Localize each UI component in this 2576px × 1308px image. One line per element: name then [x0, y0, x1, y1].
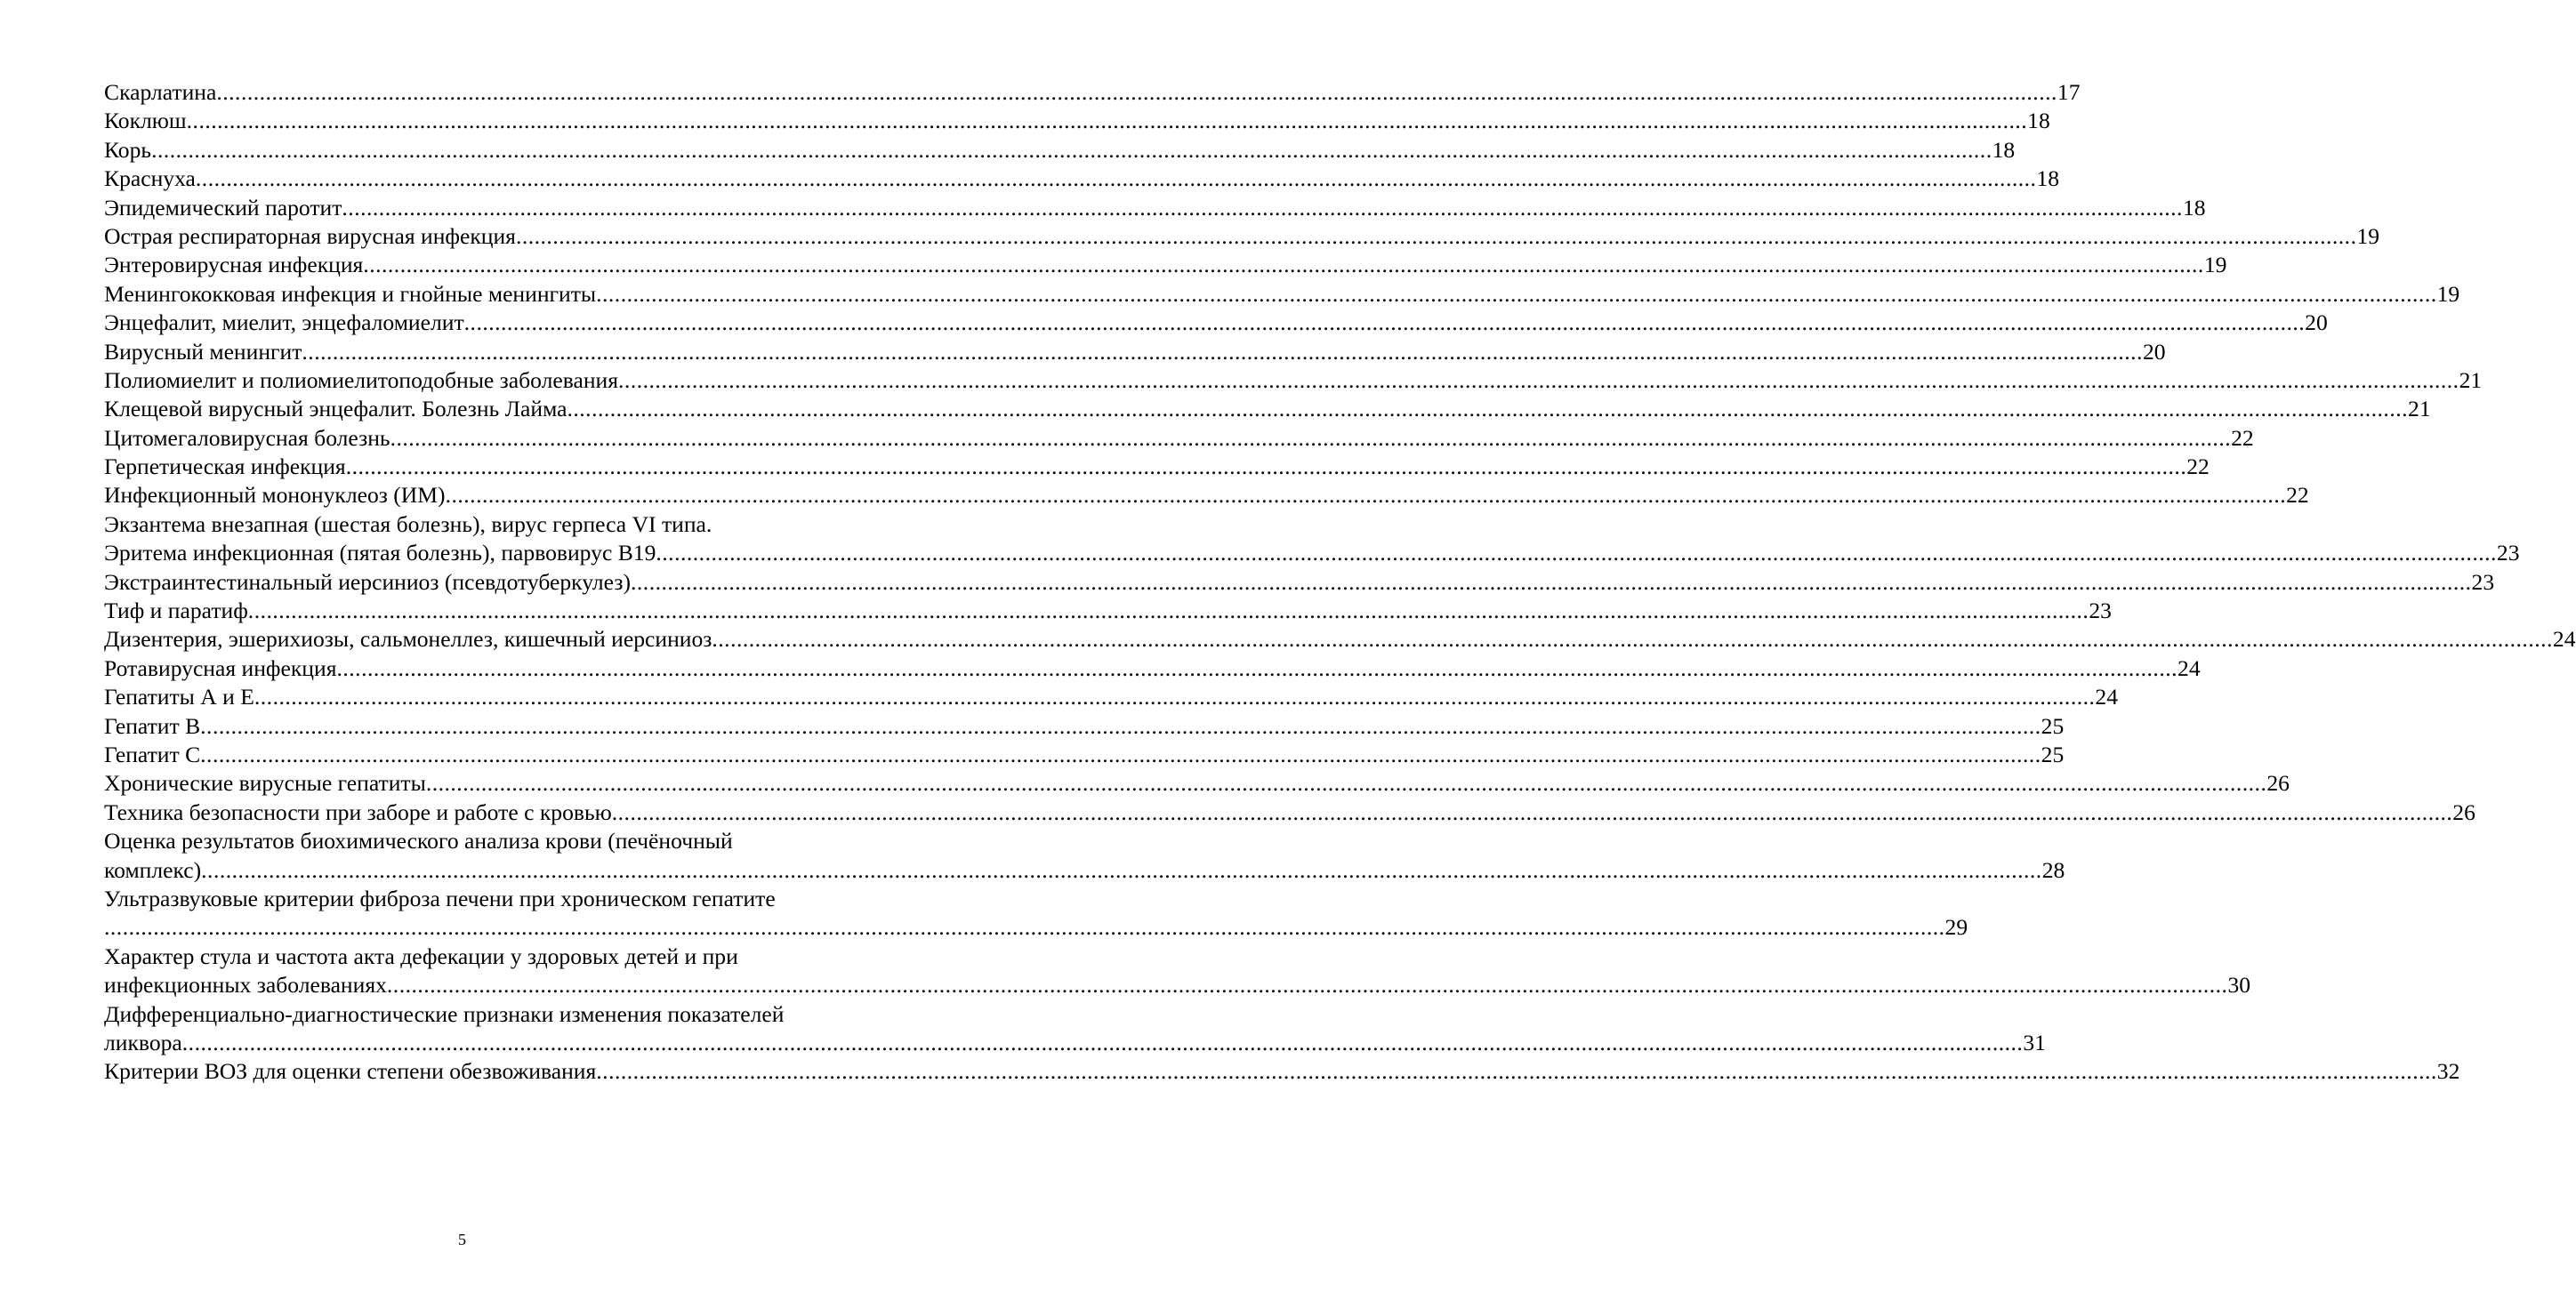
toc-page-number: 29 [1944, 914, 1968, 941]
toc-entry[interactable] [104, 194, 2206, 222]
toc-entry-line [104, 1057, 2460, 1086]
toc-dot-leader: ............................................................................................................................................................................................................................................................................................................ [345, 453, 2187, 480]
toc-entry-title: комплекс) [104, 856, 202, 883]
toc-entry-title-line: Характер стула и частота акта дефекации у здоровых детей и при [104, 943, 738, 969]
toc-entry[interactable] [104, 1000, 2046, 1058]
toc-entry-title: Менингококковая инфекция и гнойные менингиты [104, 280, 597, 307]
toc-entry[interactable] [104, 136, 2016, 165]
toc-page-number: 31 [2023, 1029, 2046, 1055]
toc-dot-leader: ............................................................................................................................................................................................................................................................................................................ [656, 540, 2497, 566]
toc-entry[interactable] [104, 366, 2483, 395]
toc-page-number: 20 [2305, 309, 2328, 336]
toc-entry[interactable] [104, 395, 2431, 423]
toc-entry-line [104, 222, 2380, 251]
toc-dot-leader: ............................................................................................................................................................................................................................................................................................................ [195, 165, 2037, 192]
toc-dot-leader: ............................................................................................................................................................................................................................................................................................................ [181, 1029, 2024, 1055]
toc-entry-title: Коклюш [104, 108, 187, 134]
toc-entry[interactable] [104, 78, 2081, 107]
toc-entry-line [104, 712, 2065, 741]
toc-entry-line [104, 309, 2328, 337]
toc-page-number: 32 [2436, 1058, 2460, 1085]
toc-entry[interactable] [104, 424, 2254, 453]
toc-page-number: 21 [2459, 366, 2483, 393]
toc-entry-title: ликвора [104, 1029, 182, 1055]
toc-page-number: 26 [2452, 798, 2475, 825]
toc-entry-line [104, 481, 2309, 510]
toc-entry-line [104, 654, 2201, 683]
toc-entry-title: Клещевой вирусный энцефалит. Болезнь Лайма [104, 396, 568, 422]
toc-page-number: 19 [2436, 280, 2460, 307]
toc-dot-leader: ............................................................................................................................................................................................................................................................................................................ [200, 741, 2041, 767]
toc-entry-line [104, 798, 2475, 827]
toc-entry-line [104, 424, 2254, 453]
toc-page-number: 22 [2231, 424, 2254, 451]
toc-page-number: 18 [2036, 165, 2060, 192]
toc-page-number: 21 [2408, 396, 2431, 422]
toc-entry-line [104, 280, 2460, 309]
toc-entry-line [104, 971, 2251, 999]
toc-entry[interactable] [104, 481, 2309, 510]
toc-entry-title: инфекционных заболеваниях [104, 972, 387, 999]
toc-page-number: 24 [2552, 626, 2576, 653]
toc-entry-line [104, 107, 2050, 135]
toc-dot-leader: ............................................................................................................................................................................................................................................................................................................ [104, 914, 1945, 941]
toc-entry[interactable] [104, 568, 2495, 597]
toc-entry-title-line: Дифференциально-диагностические признаки изменения показателей [104, 1000, 785, 1027]
toc-entry-line [104, 856, 2065, 885]
toc-entry-title-line: Экзантема внезапная (шестая болезнь), вирус герпеса VI типа. [104, 510, 712, 537]
toc-dot-leader: ............................................................................................................................................................................................................................................................................................................ [186, 108, 2028, 134]
toc-page-number: 19 [2356, 222, 2380, 249]
toc-dot-leader: ............................................................................................................................................................................................................................................................................................................ [425, 770, 2267, 797]
toc-entry-title: Полиомиелит и полиомиелитоподобные заболевания [104, 366, 619, 393]
toc-entry[interactable] [104, 769, 2290, 798]
toc-entry[interactable] [104, 251, 2227, 279]
toc-entry[interactable] [104, 309, 2328, 337]
toc-entry[interactable] [104, 453, 2210, 481]
toc-entry-line [104, 338, 2166, 366]
toc-entry[interactable] [104, 597, 2112, 625]
toc-entry[interactable] [104, 222, 2380, 251]
toc-entry[interactable] [104, 338, 2166, 366]
toc-page-number: 23 [2496, 540, 2520, 566]
toc-entry-line [104, 453, 2210, 481]
toc-page-number: 25 [2041, 741, 2065, 767]
toc-dot-leader: ............................................................................................................................................................................................................................................................................................................ [631, 568, 2472, 595]
toc-page-number: 23 [2471, 568, 2495, 595]
toc-dot-leader: ............................................................................................................................................................................................................................................................................................................ [201, 856, 2042, 883]
toc-entry-title: Гепатит В [104, 712, 201, 739]
toc-entry[interactable] [104, 798, 2475, 827]
toc-dot-leader: ............................................................................................................................................................................................................................................................................................................ [200, 712, 2041, 739]
toc-dot-leader: ............................................................................................................................................................................................................................................................................................................ [596, 1058, 2437, 1085]
toc-dot-leader: ............................................................................................................................................................................................................................................................................................................ [618, 366, 2459, 393]
toc-entry-line [104, 136, 2016, 165]
toc-entry-title: Экстраинтестинальный иерсиниоз (псевдотуберкулез) [104, 568, 631, 595]
toc-entry-line [104, 625, 2576, 654]
toc-entry-title: Хронические вирусные гепатиты [104, 770, 426, 797]
toc-entry-line [104, 913, 1968, 942]
toc-page-number: 20 [2142, 338, 2166, 365]
toc-dot-leader: ............................................................................................................................................................................................................................................................................................................ [463, 309, 2306, 336]
toc-entry-title: Ротавирусная инфекция [104, 654, 337, 681]
toc-page-number: 17 [2057, 78, 2081, 105]
toc-page-number: 25 [2041, 712, 2065, 739]
toc-entry-title: Вирусный менингит [104, 338, 302, 365]
toc-entry-line [104, 1029, 2046, 1057]
toc-entry-line [104, 366, 2483, 395]
toc-dot-leader: ............................................................................................................................................................................................................................................................................................................ [254, 684, 2096, 710]
toc-page-number: 24 [2095, 684, 2118, 710]
toc-dot-leader: ............................................................................................................................................................................................................................................................................................................ [712, 626, 2553, 653]
toc-entry[interactable] [104, 625, 2576, 654]
toc-entry[interactable] [104, 712, 2065, 741]
toc-entry-line [104, 568, 2495, 597]
toc-dot-leader: ............................................................................................................................................................................................................................................................................................................ [151, 136, 1992, 163]
toc-entry[interactable] [104, 654, 2201, 683]
toc-dot-leader: ............................................................................................................................................................................................................................................................................................................ [216, 78, 2057, 105]
toc-page-number: 18 [2182, 194, 2206, 221]
toc-entry-title: Техника безопасности при заборе и работе с кровью [104, 798, 612, 825]
toc-dot-leader: ............................................................................................................................................................................................................................................................................................................ [445, 482, 2287, 509]
toc-entry-title: Энтеровирусная инфекция [104, 252, 364, 278]
toc-entry-title: Дизентерия, эшерихиозы, сальмонеллез, кишечный иерсиниоз [104, 626, 712, 653]
toc-page-number: 18 [1992, 136, 2016, 163]
toc-entry-title: Скарлатина [104, 78, 217, 105]
toc-dot-leader: ............................................................................................................................................................................................................................................................................................................ [386, 972, 2228, 999]
toc-entry-title: Эпидемический паротит [104, 194, 342, 221]
toc-dot-leader: ............................................................................................................................................................................................................................................................................................................ [390, 424, 2232, 451]
toc-page-number: 19 [2203, 252, 2227, 278]
toc-entry[interactable] [104, 165, 2060, 193]
toc-dot-leader: ............................................................................................................................................................................................................................................................................................................ [247, 598, 2089, 624]
toc-entry-title-line: Оценка результатов биохимического анализа крови (печёночный [104, 828, 733, 855]
toc-entry-line [104, 683, 2118, 711]
toc-entry[interactable] [104, 741, 2065, 769]
toc-entry-title: Критерии ВОЗ для оценки степени обезвоживания [104, 1058, 597, 1085]
toc-entry-line [104, 194, 2206, 222]
toc-entry-title: Цитомегаловирусная болезнь [104, 424, 390, 451]
toc-entry[interactable] [104, 510, 2520, 568]
toc-page-number: 22 [2286, 482, 2309, 509]
toc-entry-line [104, 78, 2081, 107]
toc-entry[interactable] [104, 827, 2065, 885]
toc-entry-line [104, 539, 2520, 567]
toc-page-number: 28 [2041, 856, 2065, 883]
toc-page-number: 24 [2178, 654, 2201, 681]
toc-dot-leader: ............................................................................................................................................................................................................................................................................................................ [515, 222, 2357, 249]
toc-entry-title: Гепатит С [104, 741, 201, 767]
toc-page-number: 26 [2266, 770, 2290, 797]
table-of-contents [104, 78, 2576, 1087]
toc-dot-leader: ............................................................................................................................................................................................................................................................................................................ [567, 396, 2409, 422]
page-number: 5 [458, 1231, 466, 1248]
toc-entry-title-line: Ультразвуковые критерии фиброза печени при хроническом гепатите [104, 885, 776, 911]
toc-entry-title: Эритема инфекционная (пятая болезнь), парвовирус В19 [104, 540, 656, 566]
toc-entry[interactable] [104, 683, 2118, 711]
toc-entry-title: Корь [104, 136, 152, 163]
toc-entry[interactable] [104, 107, 2050, 135]
toc-dot-leader: ............................................................................................................................................................................................................................................................................................................ [302, 338, 2143, 365]
toc-dot-leader: ............................................................................................................................................................................................................................................................................................................ [596, 280, 2437, 307]
toc-entry-line [104, 165, 2060, 193]
toc-entry-title: Тиф и паратиф [104, 598, 248, 624]
toc-entry-title: Инфекционный мононуклеоз (ИМ) [104, 482, 446, 509]
toc-dot-leader: ............................................................................................................................................................................................................................................................................................................ [342, 194, 2183, 221]
toc-dot-leader: ............................................................................................................................................................................................................................................................................................................ [611, 798, 2453, 825]
toc-entry-line [104, 597, 2112, 625]
toc-entry-title: Острая респираторная вирусная инфекция [104, 222, 516, 249]
toc-entry-title: Гепатиты А и Е [104, 684, 254, 710]
toc-entry[interactable] [104, 280, 2460, 309]
toc-entry[interactable] [104, 885, 1968, 943]
toc-page-number: 18 [2027, 108, 2050, 134]
toc-entry-line [104, 769, 2290, 798]
toc-entry[interactable] [104, 1057, 2460, 1086]
toc-entry-line [104, 251, 2227, 279]
toc-entry[interactable] [104, 943, 2251, 1000]
toc-dot-leader: ............................................................................................................................................................................................................................................................................................................ [363, 252, 2204, 278]
toc-dot-leader: ............................................................................................................................................................................................................................................................................................................ [336, 654, 2178, 681]
toc-entry-line [104, 395, 2431, 423]
toc-entry-line [104, 741, 2065, 769]
toc-entry-title: Энцефалит, миелит, энцефаломиелит [104, 309, 464, 336]
toc-page-number: 22 [2186, 453, 2210, 480]
toc-page-number: 23 [2089, 598, 2112, 624]
toc-entry-title: Краснуха [104, 165, 196, 192]
toc-page-number: 30 [2227, 972, 2251, 999]
toc-entry-title: Герпетическая инфекция [104, 453, 346, 480]
